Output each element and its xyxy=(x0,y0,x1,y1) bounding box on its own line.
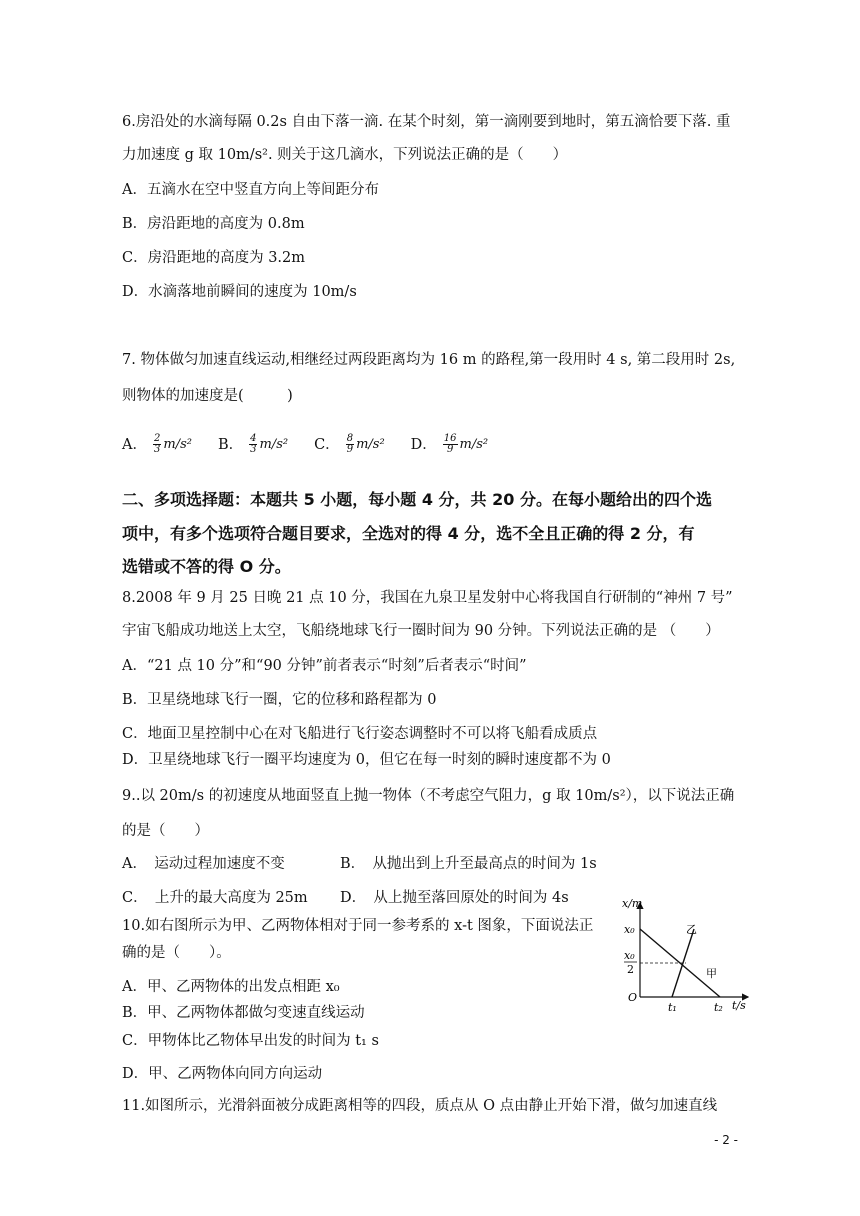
q9-option-c: C． 上升的最大高度为 25m xyxy=(122,890,308,906)
q7-stem-line2: 则物体的加速度是( ) xyxy=(122,388,293,404)
label-yi: 乙 xyxy=(686,923,697,936)
origin-label: O xyxy=(628,991,638,1004)
numerator: 4 xyxy=(250,433,257,444)
choice-label: D． xyxy=(410,436,437,453)
section2-heading-line1: 二、多项选择题：本题共 5 小题，每小题 4 分，共 20 分。在每小题给出的四个选 xyxy=(122,490,712,509)
q6-option-a: A．五滴水在空中竖直方向上等间距分布 xyxy=(122,182,379,198)
denominator: 9 xyxy=(346,444,354,455)
fraction xyxy=(153,434,161,455)
unit: m/s² xyxy=(259,436,289,452)
q11-stem-line1: 11.如图所示，光滑斜面被分成距离相等的四段，质点从 O 点由静止开始下滑，做匀加速直线 xyxy=(122,1098,718,1114)
q8-stem-line2: 宇宙飞船成功地送上太空，飞船绕地球飞行一圈时间为 90 分钟。下列说法正确的是 （ ） xyxy=(122,623,720,639)
q8-stem-line1: 8.2008 年 9 月 25 日晚 21 点 10 分，我国在九泉卫星发射中心将我国自行研制的“神州 7 号” xyxy=(122,590,733,606)
q7-choices xyxy=(122,434,514,455)
q10-option-b: B．甲、乙两物体都做匀变速直线运动 xyxy=(122,1005,365,1021)
x-tick-t2: t₂ xyxy=(714,1001,723,1014)
q10-stem-line1: 10.如右图所示为甲、乙两物体相对于同一参考系的 x-t 图象，下面说法正 xyxy=(122,918,594,934)
q8-option-b: B．卫星绕地球飞行一圈，它的位移和路程都为 0 xyxy=(122,692,437,708)
q6-stem-line2: 力加速度 g 取 10m/s². 则关于这几滴水，下列说法正确的是（ ） xyxy=(122,147,568,163)
choice-label: A． xyxy=(122,436,147,453)
q7-choice-c xyxy=(314,434,385,455)
y-tick-half-den: 2 xyxy=(627,963,634,976)
q10-option-c: C．甲物体比乙物体早出发的时间为 t₁ s xyxy=(122,1033,379,1049)
q9-option-b: B． 从抛出到上升至最高点的时间为 1s xyxy=(340,856,597,872)
q6-option-c: C．房沿距地的高度为 3.2m xyxy=(122,250,306,266)
q6-stem-line1: 6.房沿处的水滴每隔 0.2s 自由下落一滴. 在某个时刻，第一滴刚要到地时，第五滴恰要下落. 重 xyxy=(122,114,731,130)
xt-graph xyxy=(610,895,760,1017)
y-tick-half-num: x₀ xyxy=(624,949,635,962)
section2-heading-line3: 选错或不答的得 O 分。 xyxy=(122,557,291,576)
q10-stem-line2: 确的是（ ）。 xyxy=(122,945,231,961)
denominator: 3 xyxy=(153,444,161,455)
denominator: 9 xyxy=(446,444,454,455)
denominator: 3 xyxy=(250,444,257,455)
q7-choice-a xyxy=(122,434,192,455)
q9-stem-line1: 9..以 20m/s 的初速度从地面竖直上抛一物体（不考虑空气阻力，g 取 10m/s²），以下说法正确 xyxy=(122,788,735,804)
page-number: - 2 - xyxy=(714,1133,738,1147)
q9-option-d: D． 从上抛至落回原处的时间为 4s xyxy=(340,890,569,906)
q8-option-c: C．地面卫星控制中心在对飞船进行飞行姿态调整时不可以将飞船看成质点 xyxy=(122,726,598,742)
x-tick-t1: t₁ xyxy=(668,1001,677,1014)
q6-option-b: B．房沿距地的高度为 0.8m xyxy=(122,216,305,232)
y-tick-top: x₀ xyxy=(624,923,635,936)
label-jia: 甲 xyxy=(706,967,717,980)
q10-option-d: D．甲、乙两物体向同方向运动 xyxy=(122,1066,323,1082)
fraction xyxy=(346,434,354,455)
numerator: 16 xyxy=(443,433,457,444)
numerator: 2 xyxy=(153,433,161,444)
fraction xyxy=(249,434,257,455)
q9-option-a: A． 运动过程加速度不变 xyxy=(122,856,285,872)
unit: m/s² xyxy=(163,436,192,452)
q6-option-d: D．水滴落地前瞬间的速度为 10m/s xyxy=(122,284,357,300)
q7-stem-line1: 7. 物体做匀加速直线运动,相继经过两段距离均为 16 m 的路程,第一段用时 4 s, 第二段用时 2s, xyxy=(122,352,736,368)
unit: m/s² xyxy=(356,436,385,452)
q9-stem-line2: 的是（ ） xyxy=(122,823,209,839)
q7-choice-d xyxy=(411,434,488,455)
q10-option-a: A．甲、乙两物体的出发点相距 x₀ xyxy=(122,979,340,995)
numerator: 8 xyxy=(346,433,354,444)
q8-option-a: A．“21 点 10 分”和“90 分钟”前者表示“时刻”后者表示“时间” xyxy=(122,658,527,674)
q7-choice-b xyxy=(218,434,288,455)
choice-label: C． xyxy=(314,436,340,453)
choice-label: B． xyxy=(217,436,244,453)
fraction xyxy=(443,434,458,455)
y-axis-label: x/m xyxy=(622,897,643,910)
unit: m/s² xyxy=(459,436,489,452)
q8-option-d: D．卫星绕地球飞行一圈平均速度为 0，但它在每一时刻的瞬时速度都不为 0 xyxy=(122,752,611,768)
x-axis-label: t/s xyxy=(732,999,746,1012)
section2-heading-line2: 项中，有多个选项符合题目要求，全选对的得 4 分，选不全且正确的得 2 分，有 xyxy=(122,524,695,543)
